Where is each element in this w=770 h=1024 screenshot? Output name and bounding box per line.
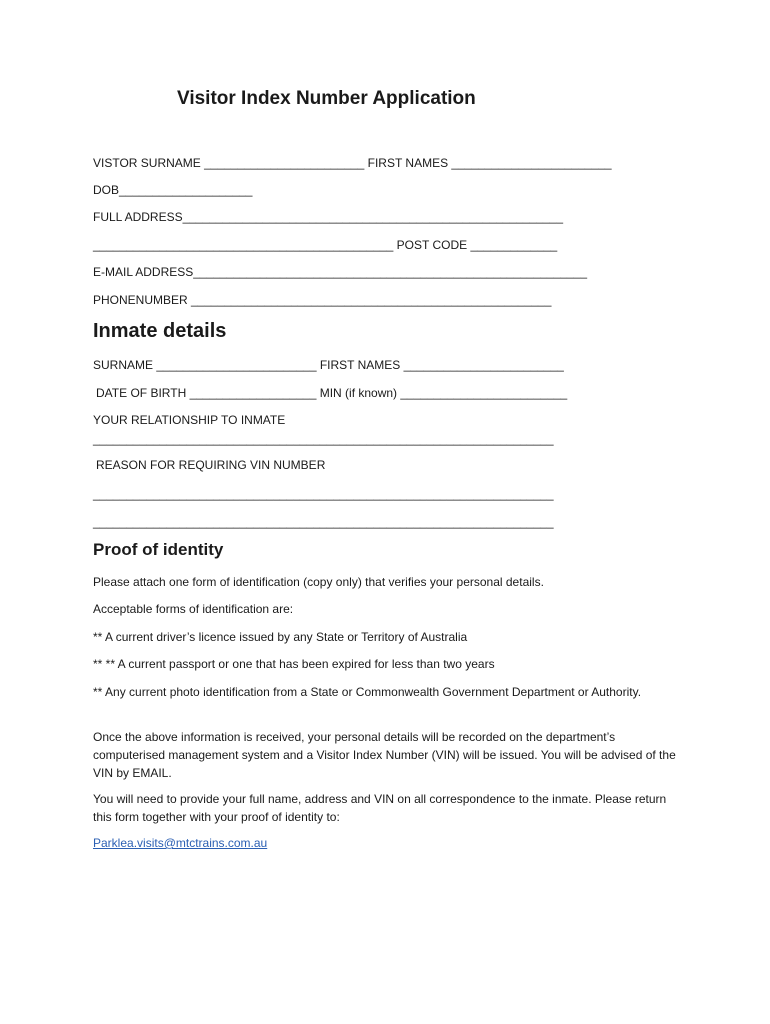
acceptable-forms-text: Acceptable forms of identification are: xyxy=(93,602,294,616)
inmate-dob-min-line[interactable]: DATE OF BIRTH ___________________ MIN (if known) _________________________ xyxy=(96,386,568,400)
proof-instruction-text: Please attach one form of identification (copy only) that verifies your personal details. xyxy=(93,575,544,589)
visitor-email-line[interactable]: E-MAIL ADDRESS___________________________________________________________ xyxy=(93,265,588,279)
visitor-address-postcode-line[interactable]: _____________________________________________ POST CODE _____________ xyxy=(93,238,558,252)
inmate-surname-first-names-line[interactable]: SURNAME ________________________ FIRST NAMES ________________________ xyxy=(93,358,564,372)
page-title: Visitor Index Number Application xyxy=(177,88,476,109)
proof-of-identity-heading: Proof of identity xyxy=(93,540,224,559)
id-option-passport: ** ** A current passport or one that has been expired for less than two years xyxy=(93,657,495,671)
visitor-full-address-line[interactable]: FULL ADDRESS_________________________________________________________ xyxy=(93,210,563,224)
inmate-details-heading: Inmate details xyxy=(93,320,227,342)
vin-issuance-text: Once the above information is received, your personal details will be recorded on the department’s computerised management system and a Visitor Index Number (VIN) will be issued. You will be advised of the VIN by EMAIL. xyxy=(93,730,676,780)
visitor-dob-line[interactable]: DOB____________________ xyxy=(93,183,253,197)
contact-email-link[interactable]: Parklea.visits@mtctrains.com.au xyxy=(93,836,268,850)
id-option-photo-id: ** Any current photo identification from a State or Commonwealth Government Department or Authority. xyxy=(93,685,642,699)
reason-label: REASON FOR REQUIRING VIN NUMBER xyxy=(96,458,326,472)
relationship-label: YOUR RELATIONSHIP TO INMATE xyxy=(93,413,286,427)
visitor-surname-first-names-line[interactable]: VISTOR SURNAME ________________________ FIRST NAMES ________________________ xyxy=(93,156,612,170)
relationship-blank[interactable]: _____________________________________________________________________ xyxy=(93,432,554,446)
reason-blank-2[interactable]: _____________________________________________________________________ xyxy=(93,515,554,529)
reason-blank-1[interactable]: _____________________________________________________________________ xyxy=(93,487,554,501)
id-option-drivers-licence: ** A current driver’s licence issued by any State or Territory of Australia xyxy=(93,630,468,644)
return-instructions-text: You will need to provide your full name, address and VIN on all correspondence to the inmate. Please return this form together with your proof of identity to: xyxy=(93,792,667,824)
visitor-phone-line[interactable]: PHONENUMBER ______________________________________________________ xyxy=(93,293,552,307)
